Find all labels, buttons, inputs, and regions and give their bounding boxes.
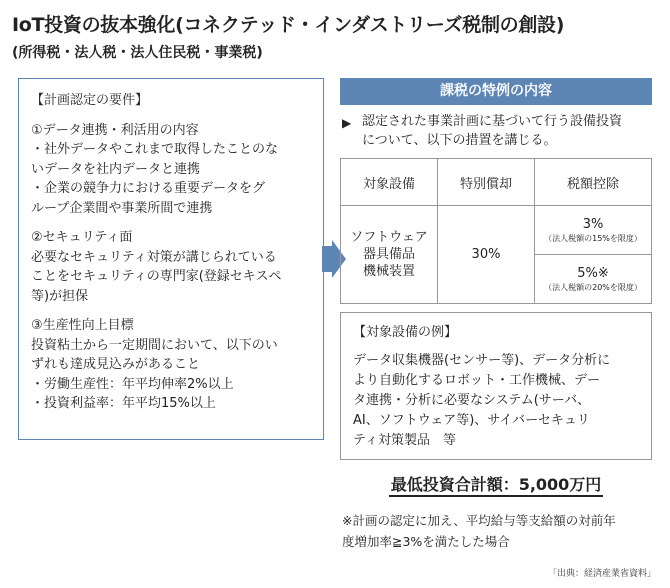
table-header-equipment: 対象設備 <box>341 159 438 206</box>
credit-note: （法人税額の20%を限度） <box>544 283 642 292</box>
requirement-line: ・社外データやこれまで取得したことのな <box>31 142 279 157</box>
requirement-section-title: ③生産性向上目標 <box>31 318 134 333</box>
requirement-line: いデータを社内データと連携 <box>31 161 201 177</box>
requirement-section-title: ①データ連携・利活用の内容 <box>31 122 199 138</box>
page-subtitle: (所得税・法人税・法人住民税・事業税) <box>12 45 263 61</box>
table-cell-depreciation: 30% <box>438 206 535 304</box>
table-row <box>341 206 652 255</box>
example-line: AI、ソフトウェア等)、サイバーセキュリ <box>353 413 590 428</box>
requirement-section-title: ②セキュリティ面 <box>31 230 133 245</box>
requirements-heading: 【計画認定の要件】 <box>31 93 149 108</box>
source-credit: 「出典：経済産業省資料」 <box>547 569 656 579</box>
requirement-line: ・労働生産性：年平均伸率2%以上 <box>31 376 234 392</box>
minimum-investment-text: 最低投資合計額：5,000万円 <box>389 475 604 497</box>
table-header-row <box>341 159 652 206</box>
target-equipment-examples <box>340 312 652 460</box>
equipment-line: 器具備品 <box>362 247 415 262</box>
table-cell-equipment <box>341 206 438 304</box>
requirement-line: 必要なセキュリティ対策が講じられている <box>31 249 277 265</box>
requirement-line: ことをセキュリティの専門家(登録セキスペ <box>31 269 282 284</box>
example-line: データ収集機器(センサー等)、データ分析に <box>353 353 611 368</box>
note-line: 度増加率≧3%を満たした場合 <box>342 534 510 549</box>
page-title: IoT投資の抜本強化(コネクテッド・インダストリーズ税制の創設) <box>12 14 565 36</box>
requirement-section-data <box>31 121 311 219</box>
tax-special-intro <box>342 112 654 150</box>
requirement-line: ・企業の競争力における重要データをグ <box>31 181 266 196</box>
equipment-line: 機械装置 <box>362 264 415 279</box>
credit-note: （法人税額の15%を限度） <box>544 234 642 243</box>
table-header-credit: 税額控除 <box>535 159 652 206</box>
credit-value: 5%※ <box>577 266 609 281</box>
requirement-line: ・投資利益率：年平均15%以上 <box>31 396 216 411</box>
example-line: より自動化するロボット・工作機械、デー <box>353 373 601 388</box>
requirement-section-security <box>31 228 311 306</box>
table-header-depreciation: 特別償却 <box>438 159 535 206</box>
note-line: ※計画の認定に加え、平均給与等支給額の対前年 <box>342 513 616 528</box>
example-line: タ連携・分析に必要なシステム(サーバ、 <box>353 393 591 408</box>
requirement-line: 等)が担保 <box>31 288 89 304</box>
requirement-line: 投資粘土から一定期間において、以下のい <box>31 337 278 353</box>
triangle-right-icon: ▶ <box>342 116 352 130</box>
example-line: ティ対策製品 等 <box>353 433 456 448</box>
table-cell-credit <box>535 255 652 304</box>
credit-value: 3% <box>582 217 604 232</box>
equipment-line: ソフトウェア <box>350 230 428 245</box>
minimum-investment <box>340 472 652 495</box>
intro-line: 認定された事業計画に基づいて行う設備投資 <box>362 114 623 129</box>
requirement-section-productivity <box>31 316 311 414</box>
footnote <box>342 510 654 552</box>
examples-title: 【対象設備の例】 <box>353 325 458 340</box>
requirement-line: ずれも達成見込みがあること <box>31 357 201 372</box>
intro-line: について、以下の措置を講じる。 <box>362 133 557 148</box>
tax-special-header: 課税の特例の内容 <box>340 78 652 105</box>
requirement-line: ループ企業間や事業所間で連携 <box>31 200 213 216</box>
tax-measures-table <box>340 158 652 304</box>
requirements-box <box>18 78 324 440</box>
table-cell-credit <box>535 206 652 255</box>
